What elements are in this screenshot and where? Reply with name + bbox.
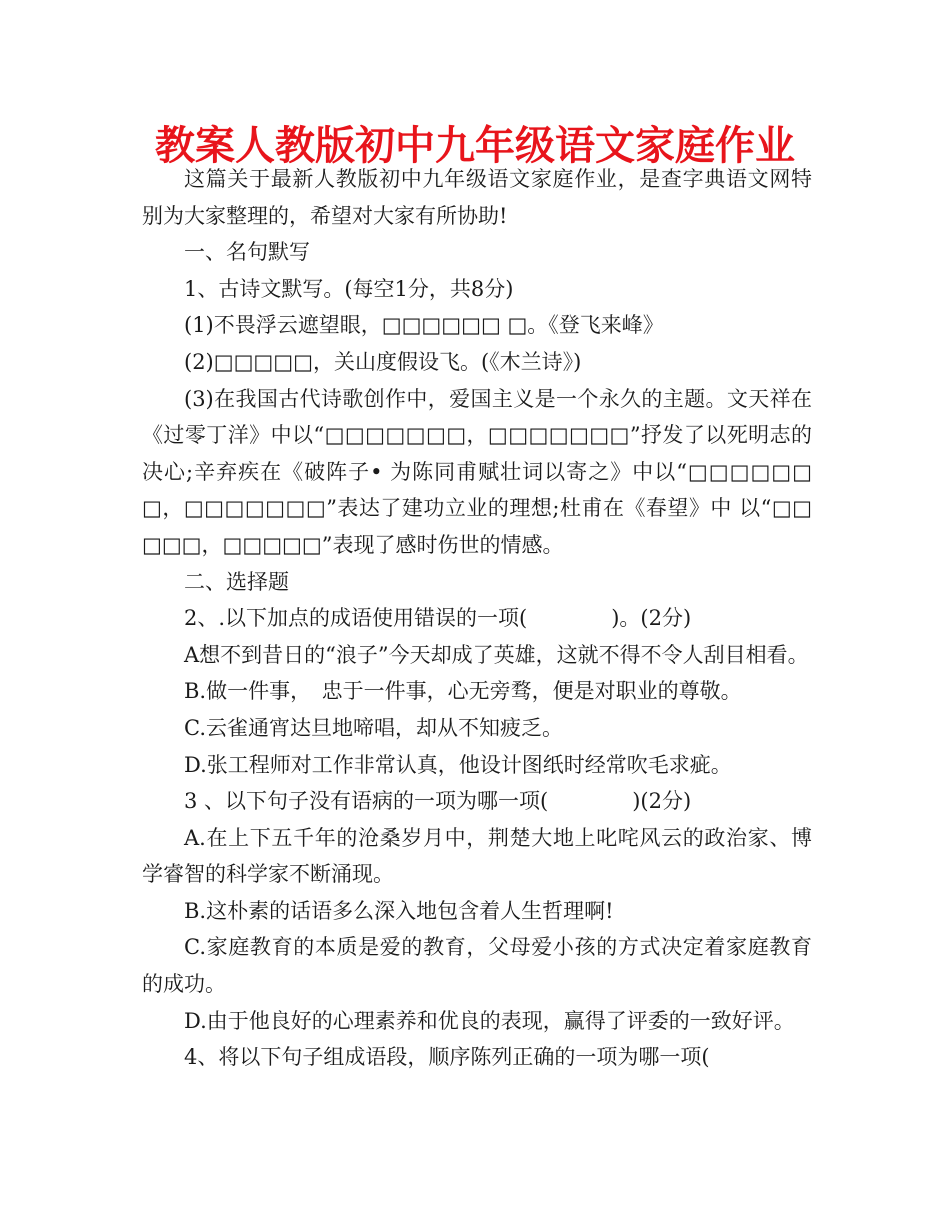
question-3-option-d: D.由于他良好的心理素养和优良的表现，赢得了评委的一致好评。: [184, 1008, 795, 1033]
section-heading-recitation: 一、名句默写: [184, 240, 310, 265]
question-3-option-a: A.在上下五千年的沧桑岁月中，荆楚大地上叱咤风云的政治家、博学睿智的科学家不断涌现。: [142, 825, 812, 887]
question-2: 2、.以下加点的成语使用错误的一项( )。(2分): [184, 606, 692, 631]
page-title: 教案人教版初中九年级语文家庭作业: [155, 123, 795, 169]
question-4: 4、将以下句子组成语段，顺序陈列正确的一项为哪一项(: [184, 1045, 710, 1070]
document-body: [142, 161, 812, 1076]
question-3-option-c: C.家庭教育的本质是爱的教育，父母爱小孩的方式决定着家庭教育的成功。: [142, 935, 812, 997]
question-1-item-2: (2)□□□□□，关山度假设飞。(《木兰诗》): [184, 349, 582, 374]
question-2-option-a: A想不到昔日的“浪子”今天却成了英雄，这就不得不令人刮目相看。: [184, 642, 809, 667]
question-3: 3 、以下句子没有语病的一项为哪一项( )(2分): [184, 789, 692, 814]
section-heading-choice: 二、选择题: [184, 569, 289, 594]
question-2-option-b: B.做一件事， 忠于一件事，心无旁骛，便是对职业的尊敬。: [184, 679, 742, 704]
question-1-item-3: (3)在我国古代诗歌创作中，爱国主义是一个永久的主题。文天祥在《过零丁洋》中以“□□□□□□□，□□□□□□□”抒发了以死明志的决心;辛弃疾在《破阵子• 为陈同甫赋壮词以寄之》中以“□□□□□□□，□□□□□□□”表达了建功立业的理想;杜甫在《春望》中 以“□□□□□，□□□□□”表现了感时伤世的情感。: [142, 386, 812, 557]
question-2-option-d: D.张工程师对工作非常认真，他设计图纸时经常吹毛求疵。: [184, 752, 732, 777]
question-1: 1、古诗文默写。(每空1分，共8分): [184, 276, 514, 301]
intro-paragraph: 这篇关于最新人教版初中九年级语文家庭作业，是查字典语文网特别为大家整理的，希望对大家有所协助!: [142, 167, 812, 228]
question-2-option-c: C.云雀通宵达旦地啼唱，却从不知疲乏。: [184, 715, 563, 740]
question-1-item-1: (1)不畏浮云遮望眼，□□□□□□ □。《登飞来峰》: [184, 313, 664, 338]
question-3-option-b: B.这朴素的话语多么深入地包含着人生哲理啊!: [184, 898, 614, 923]
